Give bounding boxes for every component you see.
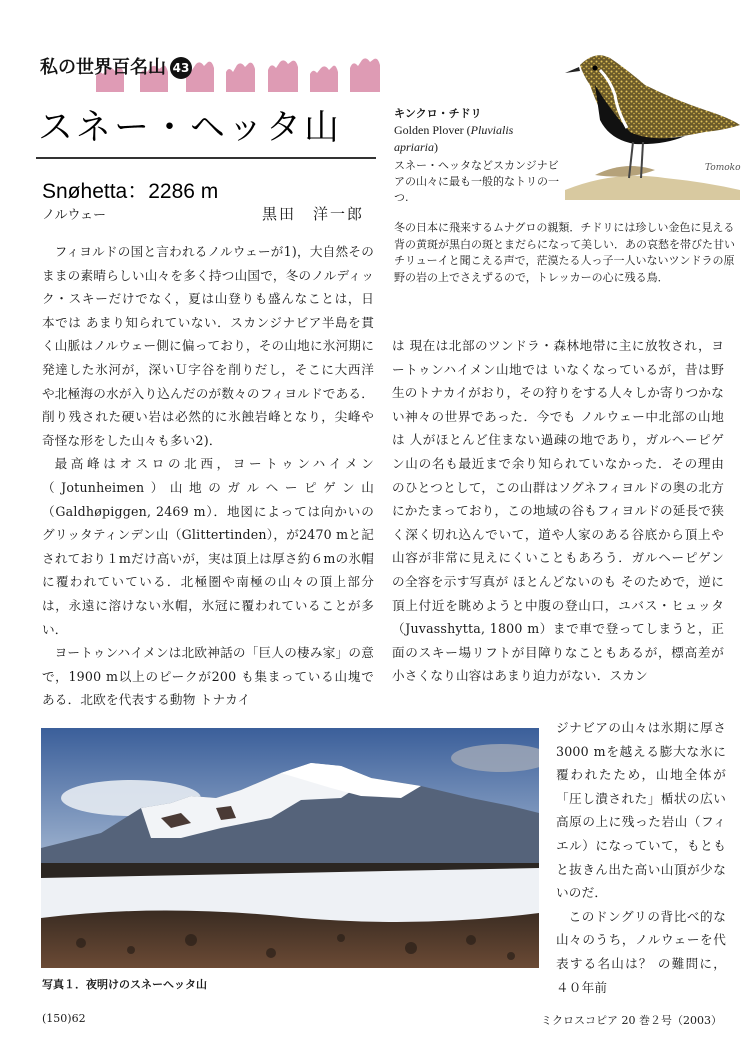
- body-right-column: [392, 334, 724, 688]
- bird-name-en-end: ): [434, 140, 439, 154]
- page-title: スネー・ヘッタ山: [38, 108, 343, 148]
- bird-caption: [394, 105, 559, 156]
- author: 黒田 洋一郎: [262, 205, 365, 223]
- body-paragraph: ジナビアの山々は氷期に厚さ 3000 mを越える膨大な氷に覆われたため，山地全体が「圧し潰された」楯状の広い高原の上に残った岩山（フィエル）になっていて，もともと抜きん出た高い山頂が少ないのだ．: [556, 720, 726, 901]
- series-title: [40, 53, 192, 79]
- body-paragraph: 最高峰はオスロの北西，ヨートゥンハイメン（Jotunheimen）山地のガルヘーピゲン山（Galdhøpiggen, 2469 m）．地図によっては向かいのグリッタティンデン山（Glittertinden），が2470 mと記されており１mだけ高いが，実は頂上は厚さ約６mの氷帽に覆われていている．北極圏や南極の山々の頂上部分は，永遠に溶けない氷帽，氷冠に覆われていることが多い．: [42, 456, 374, 637]
- body-paragraph: ヨートゥンハイメンは北欧神話の「巨人の棲み家」の意で，1900 m以上のピークが200 も集まっている山塊である．北欧を代表する動物 トナカイ: [42, 645, 374, 708]
- illustrator-signature: Tomoko: [705, 163, 741, 173]
- golden-plover-illustration: [555, 40, 745, 200]
- snohetta-photo: [41, 728, 539, 968]
- bird-name-en-text: Golden Plover (: [394, 123, 471, 137]
- journal-info: ミクロスコピア 20 巻２号（2003）: [541, 1014, 722, 1027]
- body-paragraph: は 現在は北部のツンドラ・森林地帯に主に放牧され，ヨートゥンハイメン山地では いなくなっているが，昔は野生のトナカイがおり，その狩りをする人々しか寄りつかない神々の世界であった．今でも ノルウェー中北部の山地は 人がほとんど住まない過疎の地であり，ガルヘーピゲン山の名も最近まで余り知られていなかった．その理由のひとつとして，この山群はソグネフィヨルドの奥の北方にかたまっており，この地域の谷もフィヨルドの延長で狭く深く切れ込んでいて，道や人家のある谷底から頂上や山容が非常に見えにくいこともあろう．ガルヘーピゲンの全容を示す写真が ほとんどないのも そのためで，逆に頂上付近を眺めようと中腹の登山口，ユバス・ヒュッタ（Juvasshytta, 1800 m）まで車で登ってしまうと，正面のスキー場リフトが目障りなこともあるが，標高差が小さくなり山容はあまり迫力がない．スカン: [392, 338, 725, 684]
- body-paragraph: フィヨルドの国と言われるノルウェーが1)，大自然そのままの素晴らしい山々を多く持つ山国で，冬のノルディック・スキーだけでなく，夏は山登りも盛んなことは，日本では あまり知られていない．スカンジナビア半島を貫く山脈はノルウェー側に偏っており，その山地に氷河期に発達した氷河が，深いＵ字谷を削りだし，そこに大西洋や北極海の水が入り込んだのが数々のフィヨルドである．削り残された硬い岩は必然的に氷蝕岩峰となり，尖峰や奇怪な形をした山々も多い2)．: [42, 244, 374, 448]
- bird-name-jp: キンクロ・チドリ: [394, 107, 482, 120]
- bird-description-long: 冬の日本に飛来するムナグロの親類．チドリには珍しい金色に見える背の黄斑が黒白の斑とまだらになって美しい．あの哀愁を帯びた甘いチリューイと聞こえる声で，茫漠たる人っ子一人いないツンドラの原野の岩の上でさえずるので，トレッカーの心に残る鳥．: [394, 221, 735, 284]
- body-bottom-column: [556, 716, 726, 999]
- body-paragraph: このドングリの背比べ的な山々のうち，ノルウェーを代表する名山は？ の難問に，４０年前: [556, 908, 726, 995]
- title-divider: [36, 157, 376, 159]
- bird-name-en: [394, 122, 559, 156]
- mountain-name: Snøhetta：2286 m: [42, 180, 219, 203]
- body-left-column: [42, 240, 374, 712]
- series-name: 私の世界百名山: [40, 57, 166, 78]
- photo-caption: 写真１．夜明けのスネーヘッタ山: [42, 978, 207, 991]
- bird-description-short: スネー・ヘッタなどスカンジナビアの山々に最も一般的なトリの一つ.: [394, 159, 559, 204]
- country: ノルウェー: [42, 208, 106, 223]
- bird-latin-name: Pluvialis apriaria: [394, 123, 514, 154]
- series-number-badge: 43: [170, 57, 192, 79]
- page-number: (150)62: [42, 1012, 86, 1025]
